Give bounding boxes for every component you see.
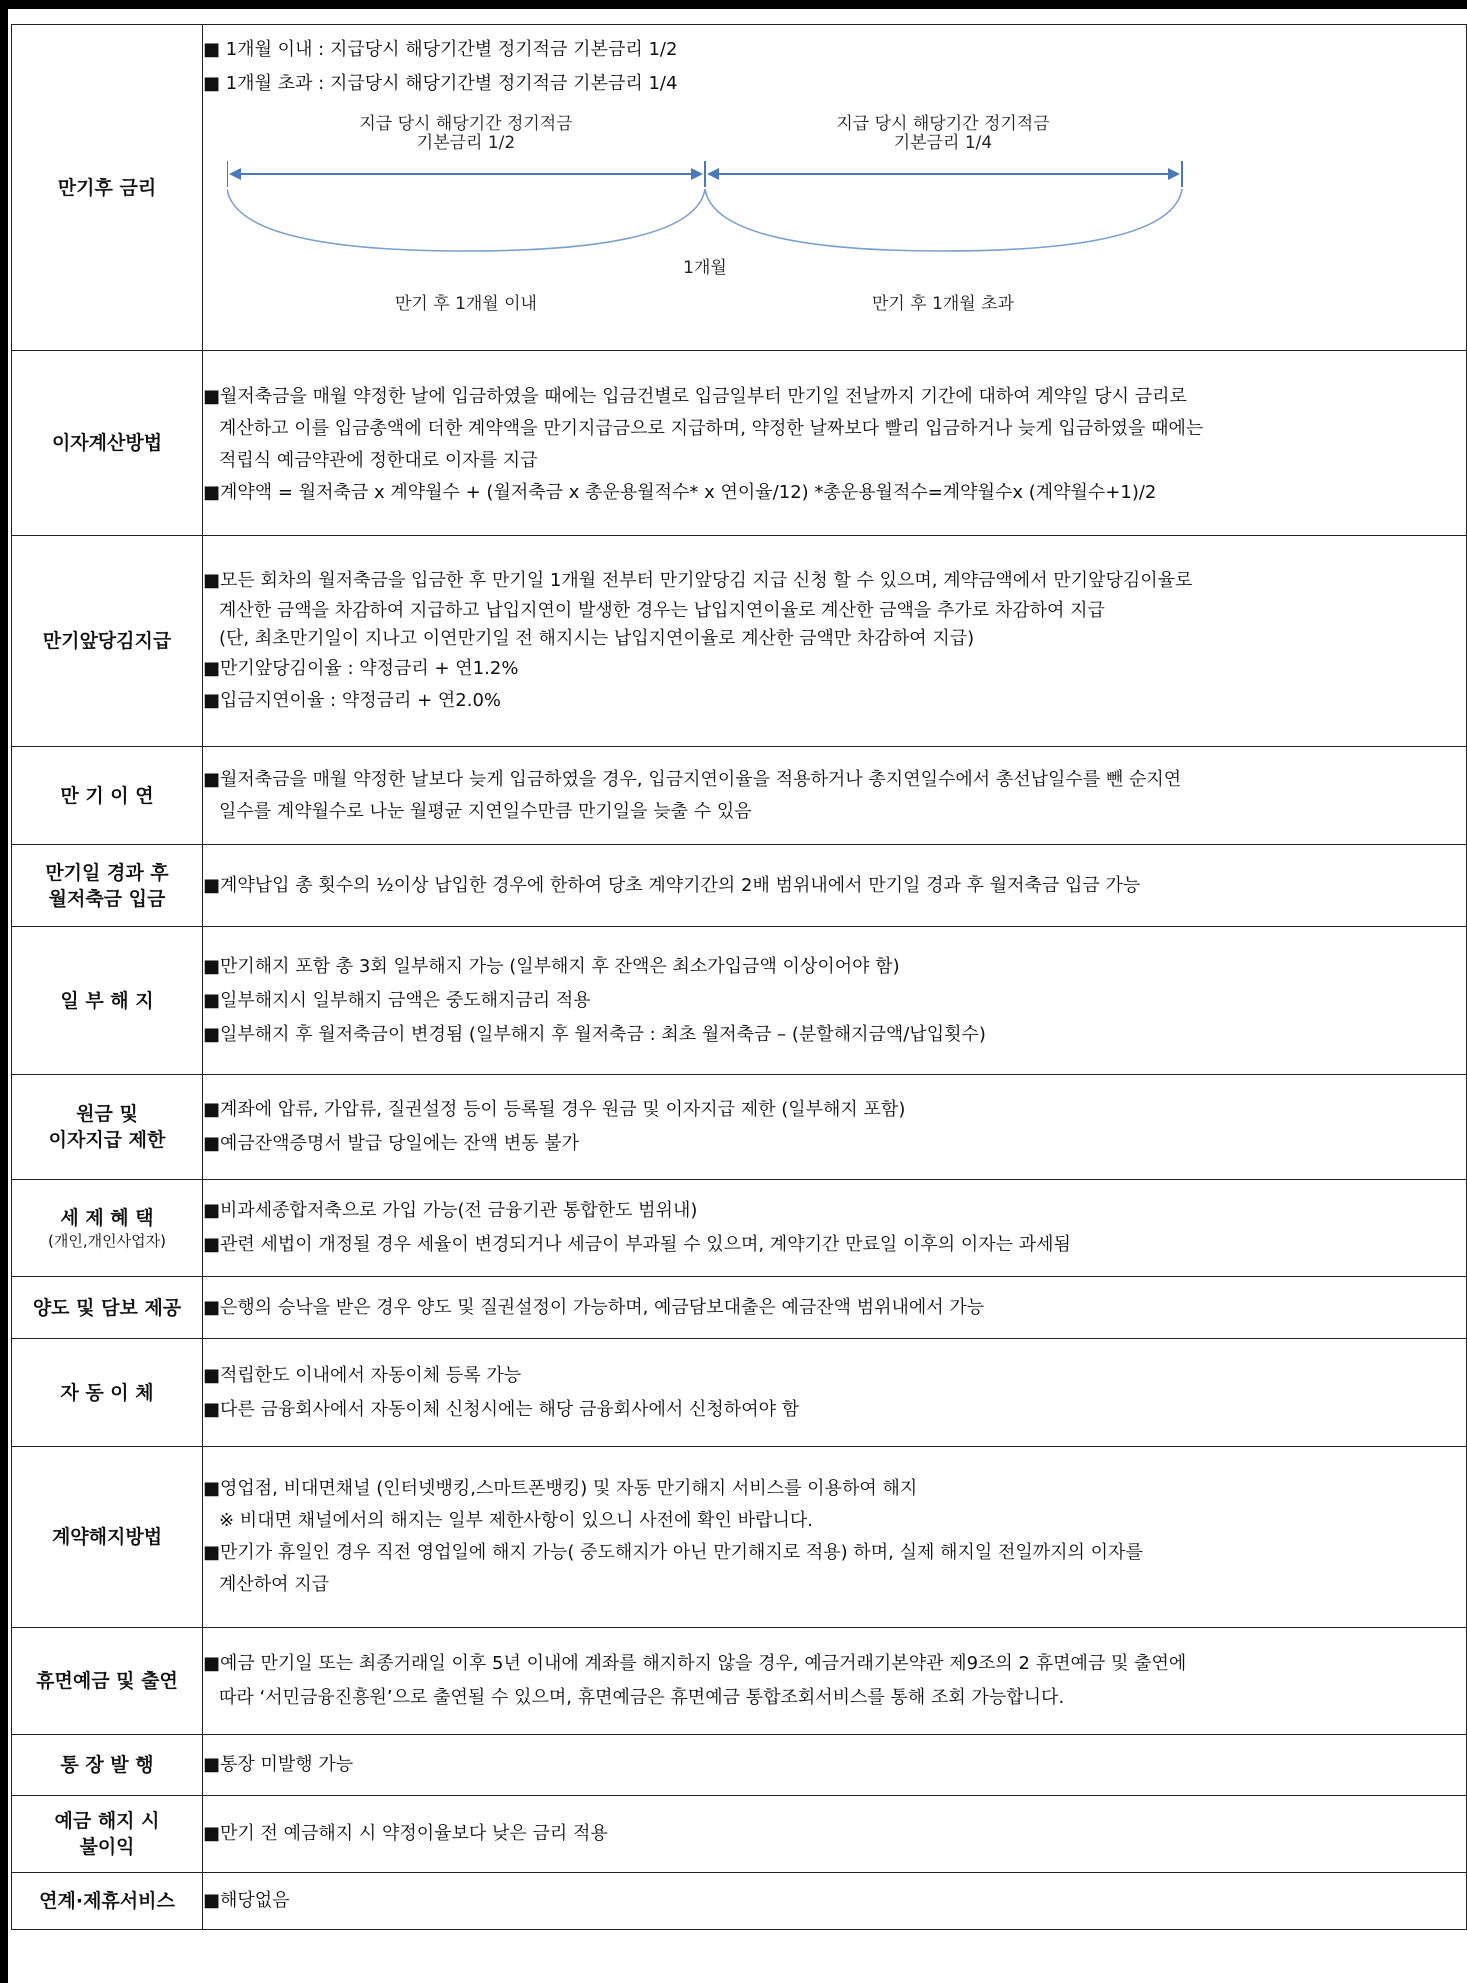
- row-label-text: 양도 및 담보 제공: [32, 1296, 182, 1319]
- table-row: [12, 25, 1467, 351]
- content-line: ■예금잔액증명서 발급 당일에는 잔액 변동 불가: [203, 1133, 579, 1154]
- content-line: (단, 최초만기일이 지나고 이연만기일 전 해지시는 납입지연이율로 계산한 금액만 차감하여 지급): [219, 628, 975, 649]
- content-line: ■만기가 휴일인 경우 직전 영업일에 해지 가능( 중도해지가 아닌 만기해지로 적용) 하며, 실제 해지일 전일까지의 이자를: [203, 1542, 1143, 1563]
- row-content: [203, 1447, 1467, 1628]
- row-label-text: 세 제 혜 택: [60, 1207, 154, 1229]
- content-line: ■계약액 = 월저축금 x 계약월수 + (월저축금 x 총운용월적수* x 연이율/12) *총운용월적수=계약월수x (계약월수+1)/2: [203, 482, 1157, 503]
- rate-period-diagram: [227, 101, 1466, 337]
- row-label-text: 이자계산방법: [51, 432, 163, 454]
- content-line: ■만기앞당김이율 : 약정금리 + 연1.2%: [203, 658, 519, 679]
- content-line: 계산한 금액을 차감하여 지급하고 납입지연이 발생한 경우는 납입지연이율로 계산한 금액을 추가로 차감하여 지급: [219, 600, 1105, 621]
- content-line: ■해당없음: [203, 1890, 290, 1911]
- row-label: [12, 25, 203, 351]
- content-line: 계산하고 이를 입금총액에 더한 계약액을 만기지급금으로 지급하며, 약정한 날짜보다 빨리 입금하거나 늦게 입금하였을 때에는: [219, 418, 1204, 439]
- arrowhead-icon: [691, 168, 703, 180]
- row-label: [12, 1628, 203, 1735]
- row-label: [12, 1277, 203, 1339]
- row-label-text: 휴면예금 및 출연: [36, 1670, 178, 1692]
- content-line: 계산하여 지급: [219, 1574, 330, 1595]
- left-brace: [227, 189, 705, 251]
- over-one-month-label: 만기 후 1개월 초과: [872, 294, 1014, 314]
- row-label-subtext: (개인,개인사업자): [48, 1232, 166, 1250]
- row-label-text: 만기앞당김지급: [42, 630, 172, 652]
- right-period-title: 지급 당시 해당기간 정기적금: [836, 114, 1050, 134]
- table-row: [12, 1628, 1467, 1735]
- row-label: [12, 1735, 203, 1796]
- row-content: [203, 25, 1467, 351]
- row-label: [12, 1339, 203, 1447]
- content-line: ■예금 만기일 또는 최종거래일 이후 5년 이내에 계좌를 해지하지 않을 경우, 예금거래기본약관 제9조의 2 휴면예금 및 출연에: [203, 1653, 1187, 1674]
- row-label-text: 원금 및: [76, 1103, 138, 1125]
- content-line: ■계좌에 압류, 가압류, 질권설정 등이 등록될 경우 원금 및 이자지급 제한 (일부해지 포함): [203, 1099, 906, 1120]
- content-line: ■일부해지 후 월저축금이 변경됨 (일부해지 후 월저축금 : 최초 월저축금 – (분할해지금액/납입횟수): [203, 1023, 986, 1045]
- row-label-text: 이자지급 제한: [48, 1129, 166, 1151]
- table-row: [12, 1873, 1467, 1930]
- content-line: ■은행의 승낙을 받은 경우 양도 및 질권설정이 가능하며, 예금담보대출은 예금잔액 범위내에서 가능: [203, 1296, 985, 1318]
- row-content: [203, 1796, 1467, 1873]
- top-border: [0, 0, 1467, 9]
- row-content: [203, 1075, 1467, 1180]
- row-label: [12, 845, 203, 927]
- table-row: [12, 747, 1467, 845]
- left-border: [0, 0, 8, 1983]
- row-label: [12, 1873, 203, 1930]
- table-row: [12, 1796, 1467, 1873]
- content-line: ■비과세종합저축으로 가입 가능(전 금융기관 통합한도 범위내): [203, 1200, 698, 1221]
- table-row: [12, 351, 1467, 536]
- row-content: [203, 1873, 1467, 1930]
- row-label-text: 만기후 금리: [57, 176, 157, 199]
- right-period-caption: [783, 115, 1103, 153]
- row-label-text: 일 부 해 지: [60, 989, 154, 1012]
- content-line: 일수를 계약월수로 나눈 월평균 지연일수만큼 만기일을 늦출 수 있음: [219, 800, 752, 822]
- row-content: [203, 1277, 1467, 1339]
- content-line: ■통장 미발행 가능: [203, 1754, 354, 1775]
- row-content: [203, 747, 1467, 845]
- table-row: [12, 845, 1467, 927]
- content-line: ■다른 금융회사에서 자동이체 신청시에는 해당 금융회사에서 신청하여야 함: [203, 1398, 800, 1420]
- row-label-text: 만기일 경과 후: [45, 861, 169, 884]
- row-label: [12, 1796, 203, 1873]
- right-brace: [705, 189, 1182, 251]
- content-line: ■ 1개월 초과 : 지급당시 해당기간별 정기적금 기본금리 1/4: [203, 73, 678, 94]
- table-row: [12, 1277, 1467, 1339]
- arrowhead-icon: [1168, 168, 1180, 180]
- table-row: [12, 1180, 1467, 1277]
- content-line: ■계약납입 총 횟수의 ½이상 납입한 경우에 한하여 당초 계약기간의 2배 범위내에서 만기일 경과 후 월저축금 입금 가능: [203, 874, 1141, 896]
- row-label-text: 불이익: [79, 1836, 135, 1858]
- content-line: ■일부해지시 일부해지 금액은 중도해지금리 적용: [203, 989, 591, 1011]
- content-line: 따라 ‘서민금융진흥원’으로 출연될 수 있으며, 휴면예금은 휴면예금 통합조회서비스를 통해 조회 가능합니다.: [219, 1687, 1065, 1708]
- row-content: [203, 1735, 1467, 1796]
- row-content: [203, 927, 1467, 1075]
- table-row: [12, 1447, 1467, 1628]
- table-row: [12, 536, 1467, 747]
- content-line: 적립식 예금약관에 정한대로 이자를 지급: [219, 450, 538, 471]
- row-label: [12, 536, 203, 747]
- row-label-text: 자 동 이 체: [60, 1381, 154, 1404]
- row-label-text: 만 기 이 연: [60, 784, 154, 807]
- within-one-month-label: 만기 후 1개월 이내: [395, 294, 537, 314]
- row-label: [12, 1447, 203, 1628]
- row-content: [203, 536, 1467, 747]
- arrowhead-icon: [707, 168, 719, 180]
- row-content: [203, 1628, 1467, 1735]
- row-content: [203, 845, 1467, 927]
- row-label-text: 월저축금 입금: [48, 887, 166, 910]
- one-month-marker: 1개월: [683, 258, 727, 278]
- row-label-text: 예금 해지 시: [54, 1810, 160, 1832]
- content-line: ■만기 전 예금해지 시 약정이율보다 낮은 금리 적용: [203, 1823, 608, 1844]
- row-content: [203, 351, 1467, 536]
- right-period-rate: 기본금리 1/4: [893, 133, 993, 153]
- row-content: [203, 1339, 1467, 1447]
- content-line: ■만기해지 포함 총 3회 일부해지 가능 (일부해지 후 잔액은 최소가입금액 이상이어야 함): [203, 955, 900, 977]
- left-period-title: 지급 당시 해당기간 정기적금: [359, 114, 573, 134]
- row-label: [12, 747, 203, 845]
- row-label-text: 통 장 발 행: [60, 1754, 154, 1776]
- product-terms-table: [11, 24, 1467, 1930]
- content-line: ■입금지연이율 : 약정금리 + 연2.0%: [203, 690, 502, 711]
- content-line: ■영업점, 비대면채널 (인터넷뱅킹,스마트폰뱅킹) 및 자동 만기해지 서비스를 이용하여 해지: [203, 1478, 918, 1499]
- row-label: [12, 1075, 203, 1180]
- row-label: [12, 927, 203, 1075]
- content-line: ■적립한도 이내에서 자동이체 등록 가능: [203, 1364, 522, 1386]
- table-row: [12, 1075, 1467, 1180]
- table-row: [12, 927, 1467, 1075]
- content-line: ■월저축금을 매월 약정한 날에 입금하였을 때에는 입금건별로 입금일부터 만기일 전날까지 기간에 대하여 계약일 당시 금리로: [203, 386, 1187, 407]
- row-label-text: 계약해지방법: [51, 1526, 163, 1548]
- content-line: ■월저축금을 매월 약정한 날보다 늦게 입금하였을 경우, 입금지연이율을 적용하거나 총지연일수에서 총선납일수를 뺀 순지연: [203, 768, 1182, 790]
- row-label: [12, 351, 203, 536]
- content-line: ■ 1개월 이내 : 지급당시 해당기간별 정기적금 기본금리 1/2: [203, 39, 678, 60]
- content-line: ※ 비대면 채널에서의 해지는 일부 제한사항이 있으니 사전에 확인 바랍니다.: [219, 1510, 813, 1531]
- arrowhead-icon: [229, 168, 241, 180]
- content-line: ■관련 세법이 개정될 경우 세율이 변경되거나 세금이 부과될 수 있으며, 계약기간 만료일 이후의 이자는 과세됨: [203, 1234, 1071, 1255]
- row-label-text: 연계·제휴서비스: [39, 1890, 175, 1912]
- left-period-rate: 기본금리 1/2: [416, 133, 516, 153]
- row-label: [12, 1180, 203, 1277]
- content-line: ■모든 회차의 월저축금을 입금한 후 만기일 1개월 전부터 만기앞당김 지급 신청 할 수 있으며, 계약금액에서 만기앞당김이율로: [203, 570, 1193, 591]
- table-row: [12, 1339, 1467, 1447]
- row-content: [203, 1180, 1467, 1277]
- left-period-caption: [306, 115, 626, 153]
- table-row: [12, 1735, 1467, 1796]
